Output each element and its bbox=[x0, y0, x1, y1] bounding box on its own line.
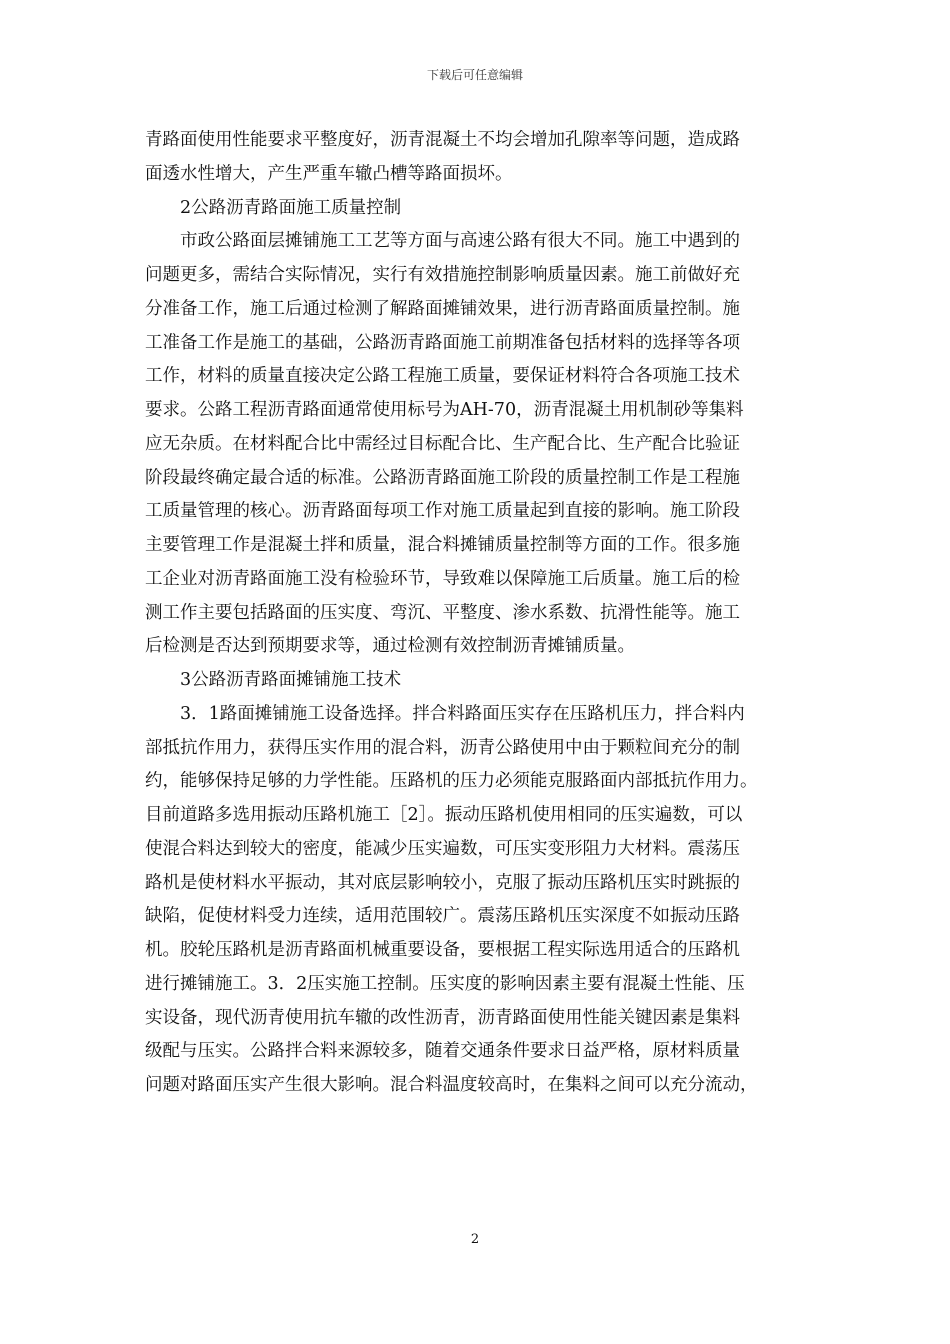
text-line: 缺陷，促使材料受力连续，适用范围较广。震荡压路机压实深度不如振动压路 bbox=[145, 906, 740, 927]
text-line: 使混合料达到较大的密度，能减少压实遍数，可压实变形阻力大材料。震荡压 bbox=[145, 838, 740, 859]
section-heading: 3公路沥青路面摊铺施工技术 bbox=[180, 670, 402, 690]
text-line: 面透水性增大，产生严重车辙凸槽等路面损坏。 bbox=[145, 163, 513, 184]
text-line: 工质量管理的核心。沥青路面每项工作对施工质量起到直接的影响。施工阶段 bbox=[145, 501, 740, 522]
text-line: 目前道路多选用振动压路机施工［2］。振动压路机使用相同的压实遍数，可以 bbox=[145, 805, 743, 825]
text-line: 约，能够保持足够的力学性能。压路机的压力必须能克服路面内部抵抗作用力。 bbox=[145, 771, 758, 792]
text-line: 路机是使材料水平振动，其对底层影响较小，克服了振动压路机压实时跳振的 bbox=[145, 872, 740, 893]
text-line: 应无杂质。在材料配合比中需经过目标配合比、生产配合比、生产配合比验证 bbox=[145, 433, 740, 454]
text-line: 青路面使用性能要求平整度好，沥青混凝土不均会增加孔隙率等问题，造成路 bbox=[145, 130, 740, 150]
text-line: 工准备工作是施工的基础，公路沥青路面施工前期准备包括材料的选择等各项 bbox=[145, 332, 740, 353]
text-line: 工作，材料的质量直接决定公路工程施工质量，要保证材料符合各项施工技术 bbox=[145, 366, 740, 387]
text-line: 测工作主要包括路面的压实度、弯沉、平整度、渗水系数、抗滑性能等。施工 bbox=[145, 602, 740, 623]
page-number: 2 bbox=[470, 1232, 480, 1247]
text-line: 工企业对沥青路面施工没有检验环节，导致难以保障施工后质量。施工后的检 bbox=[145, 568, 740, 589]
text-line: 机。胶轮压路机是沥青路面机械重要设备，要根据工程实际选用适合的压路机 bbox=[145, 940, 740, 960]
text-line: 分准备工作，施工后通过检测了解路面摊铺效果，进行沥青路面质量控制。施 bbox=[145, 298, 740, 319]
text-line: 部抵抗作用力，获得压实作用的混合料，沥青公路使用中由于颗粒间充分的制 bbox=[145, 737, 740, 758]
text-line: 实设备，现代沥青使用抗车辙的改性沥青，沥青路面使用性能关键因素是集料 bbox=[145, 1007, 740, 1028]
text-line: 进行摊铺施工。3．2压实施工控制。压实度的影响因素主要有混凝土性能、压 bbox=[145, 973, 745, 994]
document-body bbox=[145, 124, 810, 1103]
text-line: 级配与压实。公路拌合料来源较多，随着交通条件要求日益严格，原材料质量 bbox=[145, 1041, 740, 1062]
section-heading: 2公路沥青路面施工质量控制 bbox=[180, 197, 402, 218]
text-line: 问题对路面压实产生很大影响。混合料温度较高时，在集料之间可以充分流动， bbox=[145, 1075, 758, 1095]
text-line: 后检测是否达到预期要求等，通过检测有效控制沥青摊铺质量。 bbox=[145, 636, 635, 657]
page-header: 下载后可任意编辑 bbox=[426, 68, 523, 82]
text-line: 主要管理工作是混凝土拌和质量，混合料摊铺质量控制等方面的工作。很多施 bbox=[145, 535, 740, 555]
text-line: 市政公路面层摊铺施工工艺等方面与高速公路有很大不同。施工中遇到的 bbox=[180, 231, 740, 252]
text-line: 阶段最终确定最合适的标准。公路沥青路面施工阶段的质量控制工作是工程施 bbox=[145, 467, 740, 488]
text-line: 3．1路面摊铺施工设备选择。拌合料路面压实存在压路机压力，拌合料内 bbox=[180, 703, 745, 724]
text-line: 要求。公路工程沥青路面通常使用标号为AH-70，沥青混凝土用机制砂等集料 bbox=[145, 400, 744, 420]
text-line: 问题更多，需结合实际情况，实行有效措施控制影响质量因素。施工前做好充 bbox=[145, 265, 740, 285]
